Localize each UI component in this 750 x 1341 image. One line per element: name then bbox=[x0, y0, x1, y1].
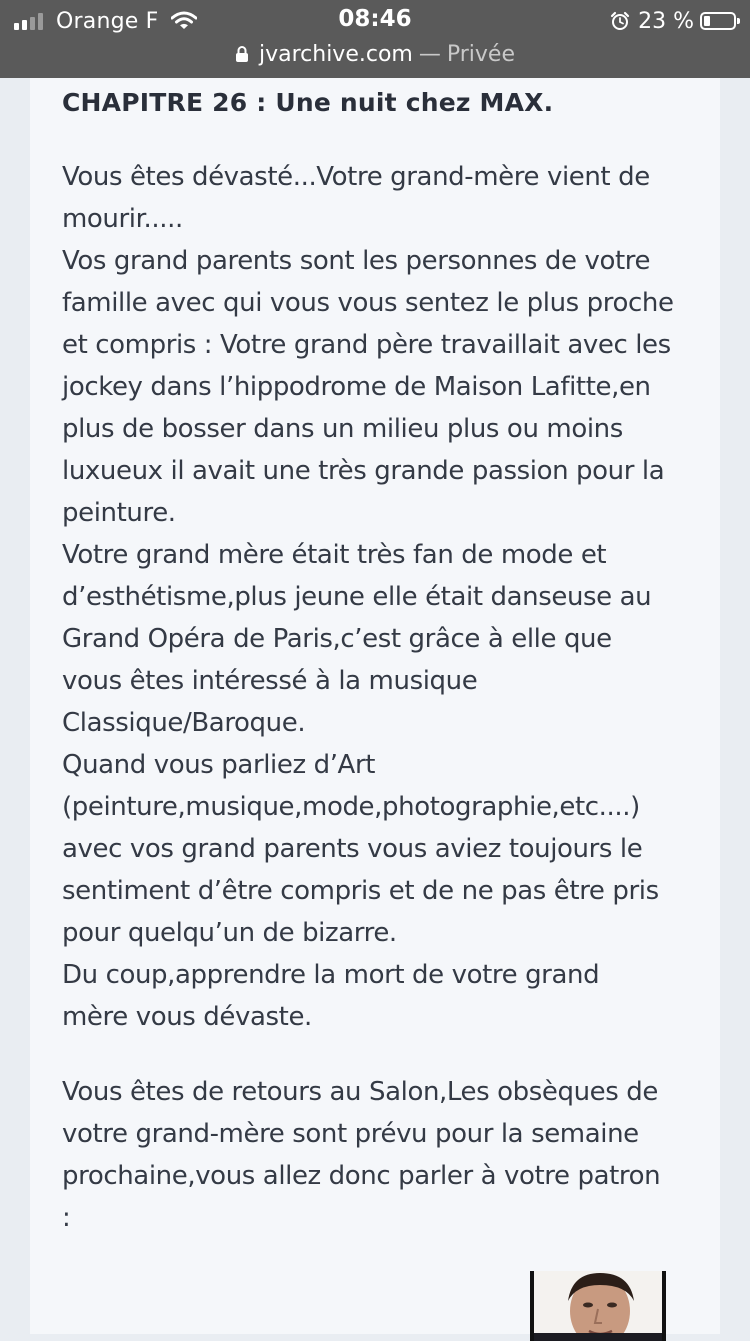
text-line: sentiment d’être compris et de ne pas être pris bbox=[62, 876, 659, 906]
text-line: luxueux il avait une très grande passion pour la bbox=[62, 456, 665, 486]
text-line: Grand Opéra de Paris,c’est grâce à elle que bbox=[62, 624, 612, 654]
post-content bbox=[30, 78, 720, 1334]
private-mode-label: Privée bbox=[446, 41, 515, 67]
url-domain: jvarchive.com bbox=[258, 41, 413, 67]
text-line: peinture. bbox=[62, 498, 176, 528]
text-line: Vos grand parents sont les personnes de votre bbox=[62, 246, 651, 276]
status-bar bbox=[0, 0, 750, 78]
status-right bbox=[610, 6, 736, 36]
text-line: mère vous dévaste. bbox=[62, 1002, 312, 1032]
text-line: votre grand-mère sont prévu pour la semaine bbox=[62, 1119, 639, 1149]
alarm-clock-icon bbox=[610, 11, 630, 31]
chapter-title: CHAPITRE 26 : Une nuit chez MAX. bbox=[62, 88, 554, 117]
text-line: vous êtes intéressé à la musique bbox=[62, 666, 478, 696]
text-line: Classique/Baroque. bbox=[62, 708, 306, 738]
text-line: Vous êtes de retours au Salon,Les obsèques de bbox=[62, 1077, 658, 1107]
battery-icon bbox=[700, 12, 736, 30]
url-separator: — bbox=[418, 41, 441, 67]
text-line: prochaine,vous allez donc parler à votre patron bbox=[62, 1161, 661, 1191]
text-line: avec vos grand parents vous aviez toujours le bbox=[62, 834, 643, 864]
text-line: Quand vous parliez d’Art bbox=[62, 750, 376, 780]
portrait-image[interactable] bbox=[530, 1271, 666, 1341]
paragraph-1 bbox=[62, 156, 702, 1038]
text-line: : bbox=[62, 1203, 71, 1233]
address-bar[interactable] bbox=[0, 38, 750, 70]
lock-icon bbox=[235, 45, 249, 63]
text-line: jockey dans l’hippodrome de Maison Lafitte,en bbox=[62, 372, 651, 402]
text-line: et compris : Votre grand père travaillait avec les bbox=[62, 330, 671, 360]
text-line: Vous êtes dévasté...Votre grand-mère vient de bbox=[62, 162, 650, 192]
status-time: 08:46 bbox=[338, 6, 412, 32]
text-line: d’esthétisme,plus jeune elle était danseuse au bbox=[62, 582, 652, 612]
text-line: pour quelqu’un de bizarre. bbox=[62, 918, 397, 948]
text-line: Du coup,apprendre la mort de votre grand bbox=[62, 960, 600, 990]
carrier-name: Orange F bbox=[56, 8, 159, 34]
text-line: mourir..... bbox=[62, 204, 183, 234]
battery-percent: 23 % bbox=[638, 8, 694, 34]
text-line: (peinture,musique,mode,photographie,etc....) bbox=[62, 792, 640, 822]
paragraph-2 bbox=[62, 1071, 702, 1239]
portrait-photo bbox=[534, 1271, 662, 1341]
text-line: famille avec qui vous vous sentez le plus proche bbox=[62, 288, 674, 318]
text-line: plus de bosser dans un milieu plus ou moins bbox=[62, 414, 623, 444]
text-line: Votre grand mère était très fan de mode et bbox=[62, 540, 607, 570]
